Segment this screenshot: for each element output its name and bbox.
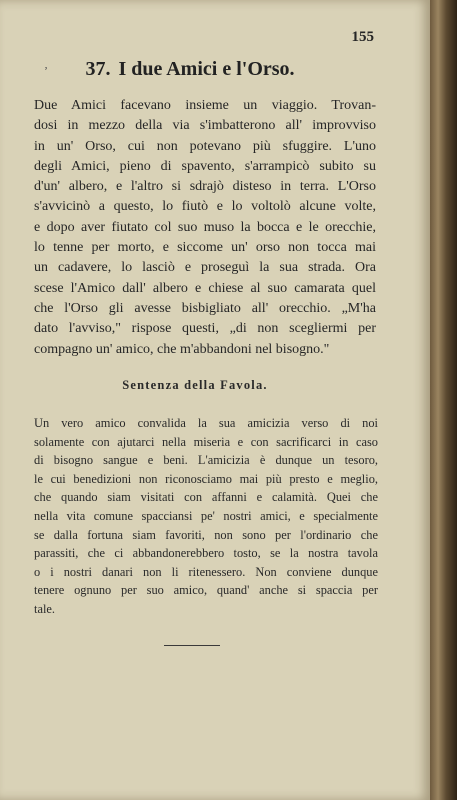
moral-line: solamente con ajutarci nella miseria e con sacrificarci in caso <box>34 434 378 449</box>
moral-line: tenere ognuno per suo amico, quand' anche si spaccia per <box>34 583 378 598</box>
story-line: scese l'Amico dall' albero e chiese al suo camarata quel <box>34 280 376 296</box>
story-line: un cadavere, lo lasciò e proseguì la sua strada. Ora <box>34 260 376 276</box>
moral-line: Un vero amico convalida la sua amicizia verso di noi <box>34 416 378 430</box>
book-page-edges <box>430 0 457 800</box>
moral-line: o i nostri danari non li ritenessero. Non conviene dunque <box>34 564 378 579</box>
story-line: Due Amici facevano insieme un viaggio. Trovan- <box>34 98 376 113</box>
story-line: dosi in mezzo della via s'imbatterono all' improvviso <box>34 118 376 134</box>
moral-line: se dalla fortuna siam favoriti, non sono per l'ordinario che <box>34 527 378 542</box>
story-line: compagno un' amico, che m'abbandoni nel bisogno." <box>34 341 330 357</box>
chapter-title <box>0 58 380 81</box>
moral-heading: Sentenza della Favola. <box>122 378 268 392</box>
page-number: 155 <box>351 29 374 45</box>
moral-paragraph <box>34 414 378 619</box>
story-line: in un' Orso, cui non potevano più sfuggire. L'uno <box>34 138 376 154</box>
story-line: d'un' albero, e l'altro si sdrajò disteso in terra. L'Orso <box>34 179 376 195</box>
story-line: lo tenne per morto, e siccome un' orso non tocca mai <box>34 240 376 256</box>
story-paragraph <box>34 96 376 360</box>
story-line: dato l'avviso," rispose questi, „di non scegliermi per <box>34 321 376 337</box>
pencil-mark: ʼ <box>44 64 48 78</box>
story-line: s'avvicinò a questo, lo fiutò e lo voltolò alcune volte, <box>34 199 376 215</box>
story-line: e dopo aver fiutato col suo muso la bocca e le orecchie, <box>34 219 376 235</box>
moral-line: le cui benedizioni non riconosciamo mai più presto e meglio, <box>34 471 378 486</box>
end-divider <box>164 645 220 646</box>
chapter-title-text: I due Amici e l'Orso. <box>118 58 295 80</box>
moral-line: di bisogno sangue e beni. L'amicizia è dunque un tesoro, <box>34 453 378 468</box>
moral-line: che quando siam visitati con affanni e calamità. Quei che <box>34 490 378 505</box>
story-line: che l'Orso gli avesse bisbigliato all' orecchio. „M'ha <box>34 300 376 316</box>
moral-line: tale. <box>34 601 55 616</box>
moral-line: nella vita comune spacciansi pe' nostri amici, e specialmente <box>34 508 378 523</box>
moral-line: parassiti, che ci abbandonerebbero tosto, se la nostra tavola <box>34 546 378 561</box>
story-line: degli Amici, pieno di spavento, s'arrampicò subito su <box>34 158 376 174</box>
chapter-number: 37. <box>85 58 111 80</box>
